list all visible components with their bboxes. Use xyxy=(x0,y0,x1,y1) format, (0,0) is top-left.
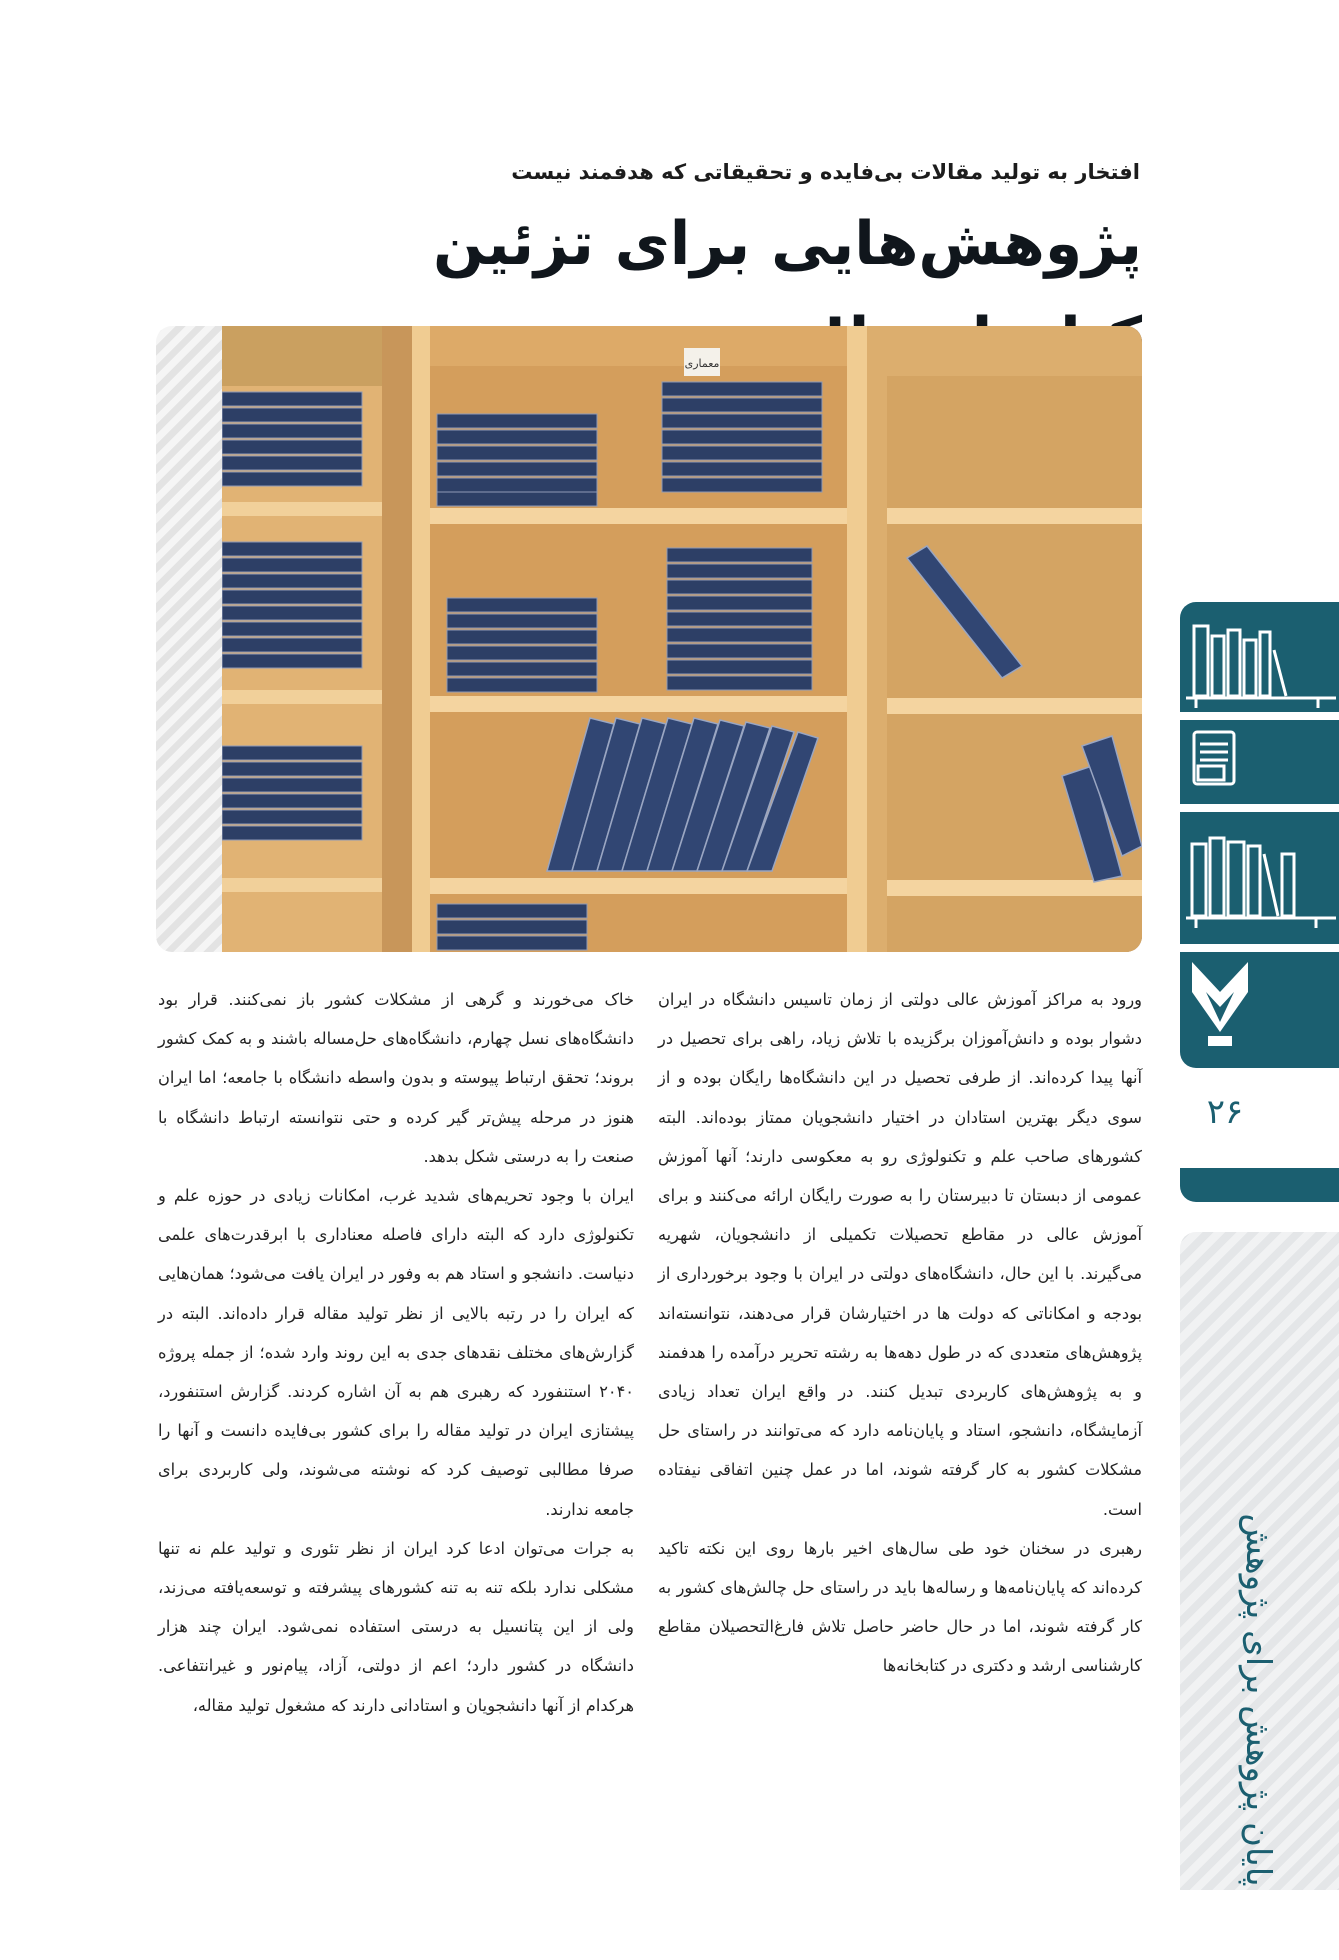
section-tab-bottom xyxy=(1180,1168,1339,1202)
kicker: افتخار به تولید مقالات بی‌فایده و تحقیقاتی که هدفمند نیست xyxy=(511,160,1140,184)
certificate-icon xyxy=(1186,722,1336,802)
divider xyxy=(1180,712,1339,720)
university-logo-icon xyxy=(1186,952,1256,1062)
paragraph: خاک می‌خورند و گرهی از مشکلات کشور باز نمی‌کنند. قرار بود دانشگاه‌های نسل چهارم، دانشگاه‌های حل‌مساله باشند و به کمک کشور بروند؛ تحقق ارتباط پیوسته و بدون واسطه دانشگاه با جامعه؛ اما ایران هنوز در مرحله پیش‌تر گیر کرده و حتی نتوانسته ارتباط دانشگاه با صنعت را به درستی شکل بدهد. xyxy=(158,990,634,1166)
article-column-left xyxy=(158,980,634,1725)
divider xyxy=(1180,944,1339,952)
paragraph: به جرات می‌توان ادعا کرد ایران از نظر تئوری و تولید علم نه تنها مشکلی ندارد بلکه تنه به تنه کشورهای پیشرفته و توسعه‌یافته می‌زند، ولی از این پتانسیل به درستی استفاده نمی‌شود. ایران چند هزار دانشگاه در کشور دارد؛ اعم از دولتی، آزاد، پیام‌نور و غیرانتفاعی. هرکدام از آنها دانشجویان و استادانی دارند که مشغول تولید مقاله، xyxy=(158,1538,634,1715)
divider xyxy=(1180,804,1339,812)
section-title: پایان پژوهش برای پژوهش xyxy=(1238,1513,1278,1887)
paragraph: رهبری در سخنان خود طی سال‌های اخیر بارها روی این نکته تاکید کرده‌اند که پایان‌نامه‌ها و رساله‌ها باید در راستای حل چالش‌های کشور به کار گرفته شوند، اما در حال حاضر حاصل تلاش فارغ‌التحصیلان مقاطع کارشناسی ارشد و دکتری در کتابخانه‌ها xyxy=(658,1538,1142,1676)
headline: پژوهش‌هایی برای تزئین xyxy=(433,209,1142,279)
bookshelf-icon xyxy=(1186,610,1336,710)
article-photo xyxy=(156,326,1142,952)
shelf-label: معماری xyxy=(684,357,720,370)
article-column-right xyxy=(658,980,1142,1686)
paragraph: ایران با وجود تحریم‌های شدید غرب، امکانات زیادی در حوزه علم و تکنولوژی دارد که البته دارای فاصله معناداری با ابرقدرت‌های علمی دنیاست. دانشجو و استاد هم به وفور در ایران یافت می‌شود؛ همان‌هایی که ایران را در رتبه بالایی از نظر تولید مقاله قرار داده‌اند. البته در گزارش‌های مختلف نقدهای جدی به این روند وارد شده؛ از جمله پروژه ۲۰۴۰ استنفورد که رهبری هم به آن اشاره کردند. گزارش استنفورد، پیشتازی ایران در تولید مقاله را برای کشور بی‌فایده دانست و آنها را صرفا مطالبی توصیف کرد که نوشته می‌شوند، ولی کاربردی برای جامعه ندارند. xyxy=(158,1186,634,1519)
bookshelf-photo xyxy=(222,326,1142,952)
page-number: ۲۶ xyxy=(1206,1092,1244,1132)
paragraph: ورود به مراکز آموزش عالی دولتی از زمان تاسیس دانشگاه در ایران دشوار بوده و دانش‌آموزان برگزیده با تلاش زیاد، راهی برای تحصیل در آنها پیدا کرده‌اند. از طرفی تحصیل در این دانشگاه‌ها رایگان بوده و از سوی دیگر بهترین استادان در اختیار دانشجویان ممتاز بوده‌اند. البته کشورهای صاحب علم و تکنولوژی رو به معکوسی دارند؛ آنها آموزش عمومی از دبستان تا دبیرستان را به صورت رایگان ارائه می‌کنند و برای آموزش عالی در مقاطع تحصیلات تکمیلی از دانشجویان، شهریه می‌گیرند. با این حال، دانشگاه‌های دولتی در ایران با وجود برخورداری از بودجه و امکاناتی که دولت ها در اختیارشان قرار می‌دهند، نتوانسته‌اند پژوهش‌های متعددی که در طول دهه‌ها به رشته تحریر درآمده را هدفمند و به پژوهش‌های کاربردی تبدیل کنند. در واقع ایران تعداد زیادی آزمایشگاه، دانشجو، استاد و پایان‌نامه دارد که می‌توانند در راستای حل مشکلات کشور به کار گرفته شوند، اما در عمل چنین اتفاقی نیفتاده است. xyxy=(658,990,1142,1519)
books-icon xyxy=(1186,824,1336,934)
